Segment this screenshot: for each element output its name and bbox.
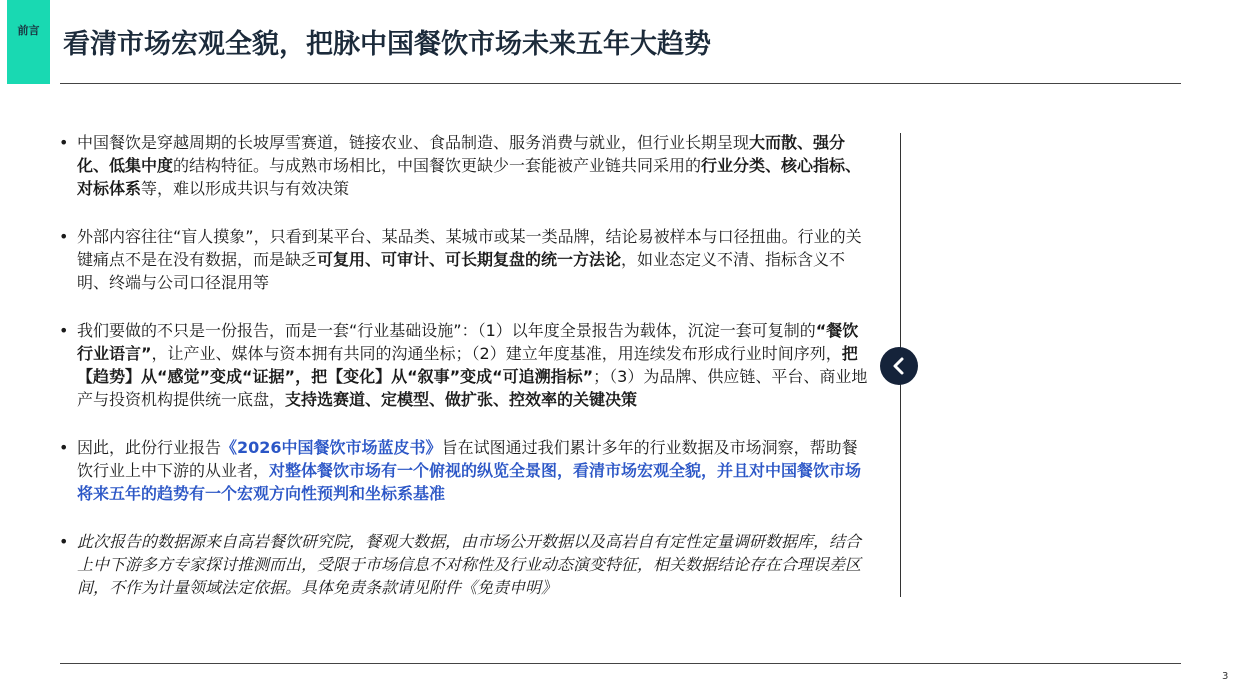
bullet-4-text-b: 旨在试图通过我们累计多年的行业数据及市场洞察，帮助餐饮行业上中下游的从业者， xyxy=(77,438,858,480)
bullet-item-disclaimer xyxy=(55,530,870,599)
bullet-item-1 xyxy=(55,131,870,200)
bullet-item-4 xyxy=(55,436,870,505)
bullet-item-2 xyxy=(55,225,870,294)
bullet-1-text-a: 中国餐饮是穿越周期的长坡厚雪赛道，链接农业、食品制造、服务消费与就业，但行业长期呈现 xyxy=(77,133,750,152)
bullet-1-bold-b: 行业分类、核心指标、对标体系 xyxy=(77,156,862,198)
page-title: 看清市场宏观全貌，把脉中国餐饮市场未来五年大趋势 xyxy=(63,29,711,60)
bullet-3-bold-b: 把【趋势】从“感觉”变成“证据”，把【变化】从“叙事”变成“可追溯指标” xyxy=(77,344,858,386)
bullet-3-bold-c: 支持选赛道、定模型、做扩张、控效率的关键决策 xyxy=(285,390,638,409)
bullet-4-highlight: 对整体餐饮市场有一个俯视的纵览全景图，看清市场宏观全貌，并且对中国餐饮市场将来五年的趋势有一个宏观方向性预判和坐标系基准 xyxy=(77,461,862,503)
bullet-4-text-a: 因此，此份行业报告 xyxy=(77,438,222,457)
content-body xyxy=(55,131,870,624)
page-number: 3 xyxy=(1222,671,1229,682)
bullet-3-bold-a: “餐饮行业语言” xyxy=(77,321,859,363)
bottom-divider xyxy=(60,663,1181,664)
disclaimer-text: 此次报告的数据源来自高岩餐饮研究院，餐观大数据，由市场公开数据以及高岩自有定性定量调研数据库，结合上中下游多方专家探讨推测而出，受限于市场信息不对称性及行业动态演变特征，相关数据结论存在合理误差区间，不作为计量领域法定依据。具体免责条款请见附件《免责申明》 xyxy=(77,532,862,597)
bullet-2-text-b: ，如业态定义不清、指标含义不明、终端与公司口径混用等 xyxy=(77,250,846,292)
section-tag xyxy=(7,0,50,84)
chevron-left-icon xyxy=(889,356,909,376)
bullet-3-text-a: 我们要做的不只是一份报告，而是一套“行业基础设施”：（1）以年度全景报告为载体，沉淀一套可复制的 xyxy=(77,321,816,340)
section-tag-label xyxy=(7,24,50,37)
bullet-3-text-c: ；（3）为品牌、供应链、平台、商业地产与投资机构提供统一底盘， xyxy=(77,367,868,409)
top-divider xyxy=(60,83,1181,84)
bullet-2-text-a: 外部内容往往“盲人摸象”，只看到某平台、某品类、某城市或某一类品牌，结论易被样本与口径扭曲。行业的关键痛点不是在没有数据，而是缺乏 xyxy=(77,227,862,269)
bullet-2-bold-a: 可复用、可审计、可长期复盘的统一方法论 xyxy=(317,250,622,269)
bullet-3-text-b: ，让产业、媒体与资本拥有共同的沟通坐标；（2）建立年度基准，用连续发布形成行业时间序列， xyxy=(151,344,842,363)
bullet-1-text-b: 的结构特征。与成熟市场相比，中国餐饮更缺少一套能被产业链共同采用的 xyxy=(173,156,702,175)
collapse-panel-button[interactable] xyxy=(880,347,918,385)
bullet-item-3 xyxy=(55,319,870,411)
section-tag-text: 前言 xyxy=(17,24,40,37)
report-title-highlight: 《2026中国餐饮市场蓝皮书》 xyxy=(221,438,442,457)
bullet-1-text-c: 等，难以形成共识与有效决策 xyxy=(141,179,350,198)
bullet-1-bold-a: 大而散、强分化、低集中度 xyxy=(77,133,846,175)
